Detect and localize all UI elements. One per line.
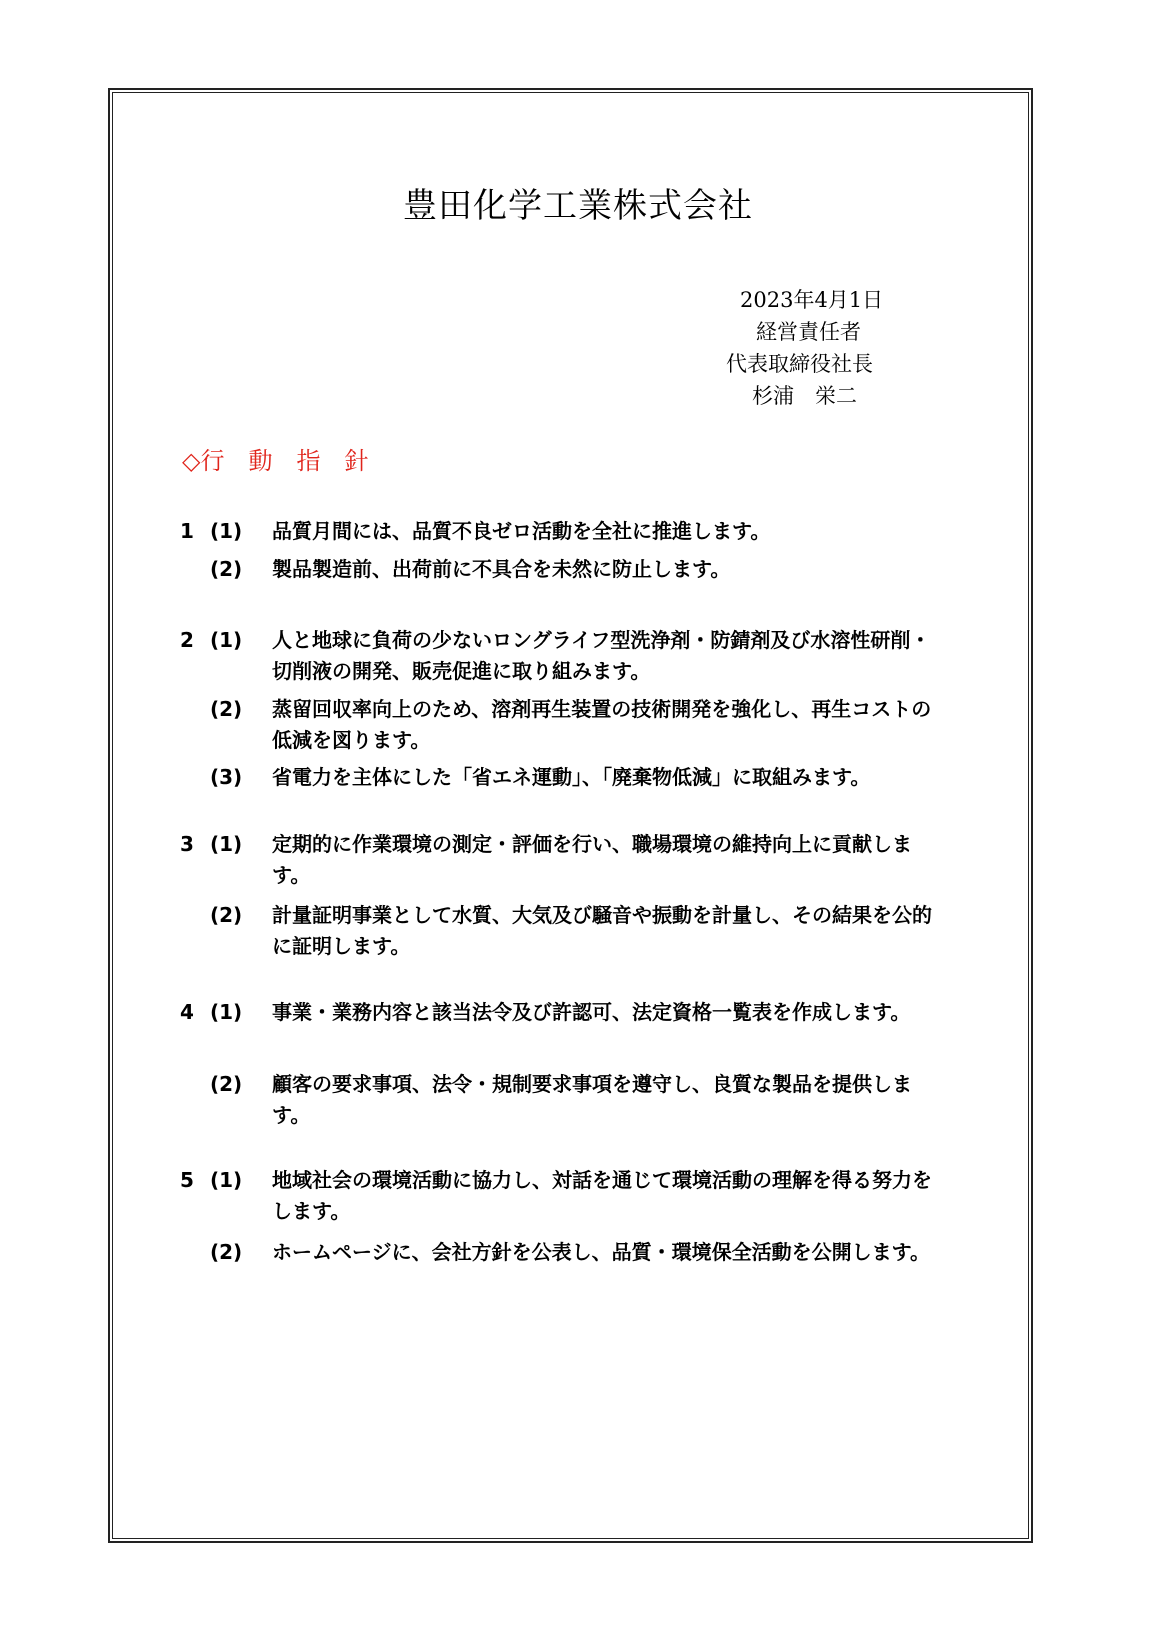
- item-subnumber: (1): [210, 1000, 243, 1024]
- item-text: 製品製造前、出荷前に不具合を未然に防止します。: [272, 557, 731, 581]
- item-number: 4: [180, 1000, 194, 1024]
- item-text: ホームページに、会社方針を公表し、品質・環境保全活動を公開します。: [272, 1240, 930, 1264]
- item-text: 省電力を主体にした「省エネ運動」、「廃棄物低減」に取組みます。: [272, 765, 871, 789]
- item-number: 5: [180, 1168, 194, 1192]
- item-subnumber: (2): [210, 557, 243, 581]
- item-number: 3: [180, 832, 194, 856]
- item-text: 人と地球に負荷の少ないロングライフ型洗浄剤・防錆剤及び水溶性研削・切削液の開発、販売促進に取り組みます。: [272, 628, 931, 683]
- item-subnumber: (2): [210, 1072, 243, 1096]
- item-subnumber: (1): [210, 832, 243, 856]
- item-text: 蒸留回収率向上のため、溶剤再生装置の技術開発を強化し、再生コストの低減を図ります。: [272, 697, 932, 752]
- item-text: 地域社会の環境活動に協力し、対話を通じて環境活動の理解を得る努力をします。: [272, 1168, 932, 1223]
- issue-date: 2023年4月1日: [740, 288, 884, 312]
- item-subnumber: (1): [210, 628, 243, 652]
- item-subnumber: (2): [210, 697, 243, 721]
- item-subnumber: (1): [210, 519, 243, 543]
- signer-name: 杉浦 栄二: [752, 384, 857, 408]
- signer-title: 代表取締役社長: [726, 352, 873, 376]
- item-text: 品質月間には、品質不良ゼロ活動を全社に推進します。: [272, 519, 771, 543]
- item-text: 顧客の要求事項、法令・規制要求事項を遵守し、良質な製品を提供します。: [272, 1072, 912, 1127]
- signer-role: 経営責任者: [756, 320, 861, 344]
- item-number: 2: [180, 628, 194, 652]
- item-text: 事業・業務内容と該当法令及び許認可、法定資格一覧表を作成します。: [272, 1000, 911, 1024]
- item-subnumber: (2): [210, 903, 243, 927]
- section-heading: ◇行 動 指 針: [182, 447, 369, 475]
- item-subnumber: (1): [210, 1168, 243, 1192]
- signature-block: [726, 284, 940, 412]
- company-title: 豊田化学工業株式会社: [403, 186, 753, 226]
- item-text: 計量証明事業として水質、大気及び騒音や振動を計量し、その結果を公的に証明します。: [272, 903, 932, 958]
- item-text: 定期的に作業環境の測定・評価を行い、職場環境の維持向上に貢献します。: [272, 832, 912, 887]
- item-subnumber: (2): [210, 1240, 243, 1264]
- item-subnumber: (3): [210, 765, 243, 789]
- item-number: 1: [180, 519, 194, 543]
